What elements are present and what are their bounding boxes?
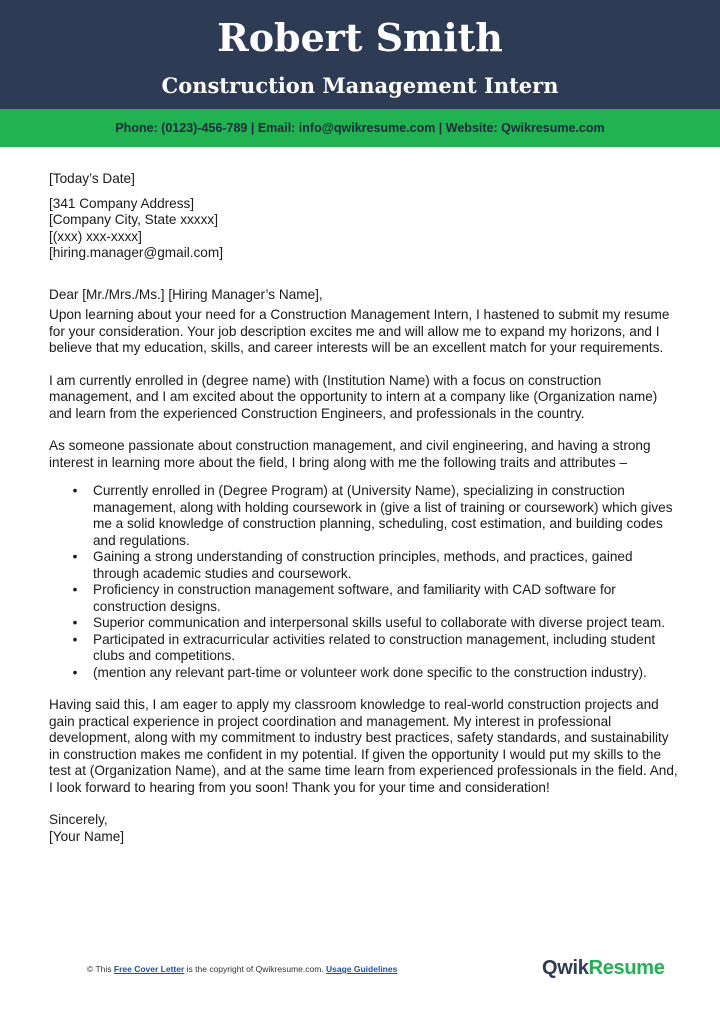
- bullet-icon: •: [72, 549, 78, 564]
- bullet-icon: •: [72, 582, 78, 597]
- salutation: Dear [Mr./Mrs./Ms.] [Hiring Manager’s Name],: [49, 286, 323, 302]
- list-item: [72, 582, 679, 615]
- copyright-note: [87, 964, 397, 974]
- letter-date: [Today’s Date]: [49, 171, 135, 186]
- address-line: [(xxx) xxx-xxxx]: [49, 228, 142, 244]
- list-item-text: Superior communication and interpersonal skills useful to collaborate with diverse project team.: [93, 615, 665, 630]
- contact-bar: [0, 109, 720, 147]
- list-item-text: Gaining a strong understanding of construction principles, methods, and practices, gained through academic studies and coursework.: [93, 549, 633, 581]
- contact-phone: Phone: (0123)-456-789: [115, 121, 248, 135]
- address-line: [hiring.manager@gmail.com]: [49, 245, 223, 260]
- list-item-text: (mention any relevant part-time or volunteer work done specific to the construction industry).: [93, 664, 647, 680]
- contact-separator: |: [435, 121, 446, 135]
- list-item: [72, 664, 679, 682]
- signoff: [49, 812, 679, 845]
- applicant-name: Robert Smith: [217, 15, 503, 60]
- list-item-text: Proficiency in construction management software, and familiarity with CAD software for construction designs.: [93, 582, 616, 614]
- contact-separator: |: [247, 121, 258, 135]
- copyright-middle: is the copyright of Qwikresume.com.: [184, 964, 326, 974]
- job-title: Construction Management Intern: [161, 73, 559, 98]
- logo-qwik: Qwik: [542, 957, 589, 979]
- paragraph-closing: Having said this, I am eager to apply my classroom knowledge to real-world construction projects and gain practical experience in project coordination and management. My interest in professional development, along with my commitment to industry best practices, safety standards, and sustainability in construction makes me confident in my potential. If given the opportunity I would put my skills to the test at (Organization Name), and at the same time learn from experienced professionals in the field. And, I look forward to hearing from you soon! Thank you for your time and consideration!: [49, 697, 678, 795]
- paragraph-traits-intro: As someone passionate about construction management, and civil engineering, and having a strong interest in learning more about the field, I bring along with me the following traits and attributes –: [49, 438, 651, 470]
- list-item-text: Currently enrolled in (Degree Program) at (University Name), specializing in construction management, along with holding coursework in (give a list of training or coursework) which gives me a solid knowledge of construction planning, scheduling, cost estimation, and building codes and regulations.: [93, 483, 673, 548]
- header-banner: [0, 0, 720, 109]
- recipient-address: [49, 196, 679, 262]
- contact-email: Email: info@qwikresume.com: [257, 121, 436, 135]
- list-item: [72, 631, 679, 665]
- list-item-text: Participated in extracurricular activities related to construction management, including student clubs and competitions.: [93, 631, 656, 663]
- logo-resume: Resume: [588, 957, 665, 979]
- copyright-prefix: © This: [87, 964, 114, 974]
- signature-name: [Your Name]: [49, 828, 125, 844]
- list-item: [72, 615, 679, 632]
- bullet-icon: •: [72, 615, 78, 630]
- letter-body: [49, 171, 679, 845]
- closing-phrase: Sincerely,: [49, 812, 108, 827]
- list-item: [72, 549, 679, 582]
- qwikresume-logo: [542, 955, 665, 981]
- free-cover-letter-link[interactable]: Free Cover Letter: [113, 964, 185, 974]
- paragraph-education: I am currently enrolled in (degree name) with (Institution Name) with a focus on construction management, and I am excited about the opportunity to intern at a company like (Organization name) and learn from the experienced Construction Engineers, and professionals in the country.: [49, 372, 658, 421]
- address-line: [341 Company Address]: [49, 195, 195, 211]
- usage-guidelines-link[interactable]: Usage Guidelines: [326, 964, 398, 974]
- traits-list: [49, 483, 679, 681]
- list-item: [72, 483, 679, 549]
- contact-website: Website: Qwikresume.com: [445, 121, 605, 135]
- bullet-icon: •: [72, 631, 78, 647]
- address-line: [Company City, State xxxxx]: [49, 212, 218, 227]
- bullet-icon: •: [72, 483, 78, 498]
- paragraph-intro: Upon learning about your need for a Construction Management Intern, I hastened to submit my resume for your consideration. Your job description excites me and will allow me to expand my horizons, and I believe that my education, skills, and career interests will be an excellent match for your requirements.: [49, 307, 670, 355]
- bullet-icon: •: [72, 664, 78, 680]
